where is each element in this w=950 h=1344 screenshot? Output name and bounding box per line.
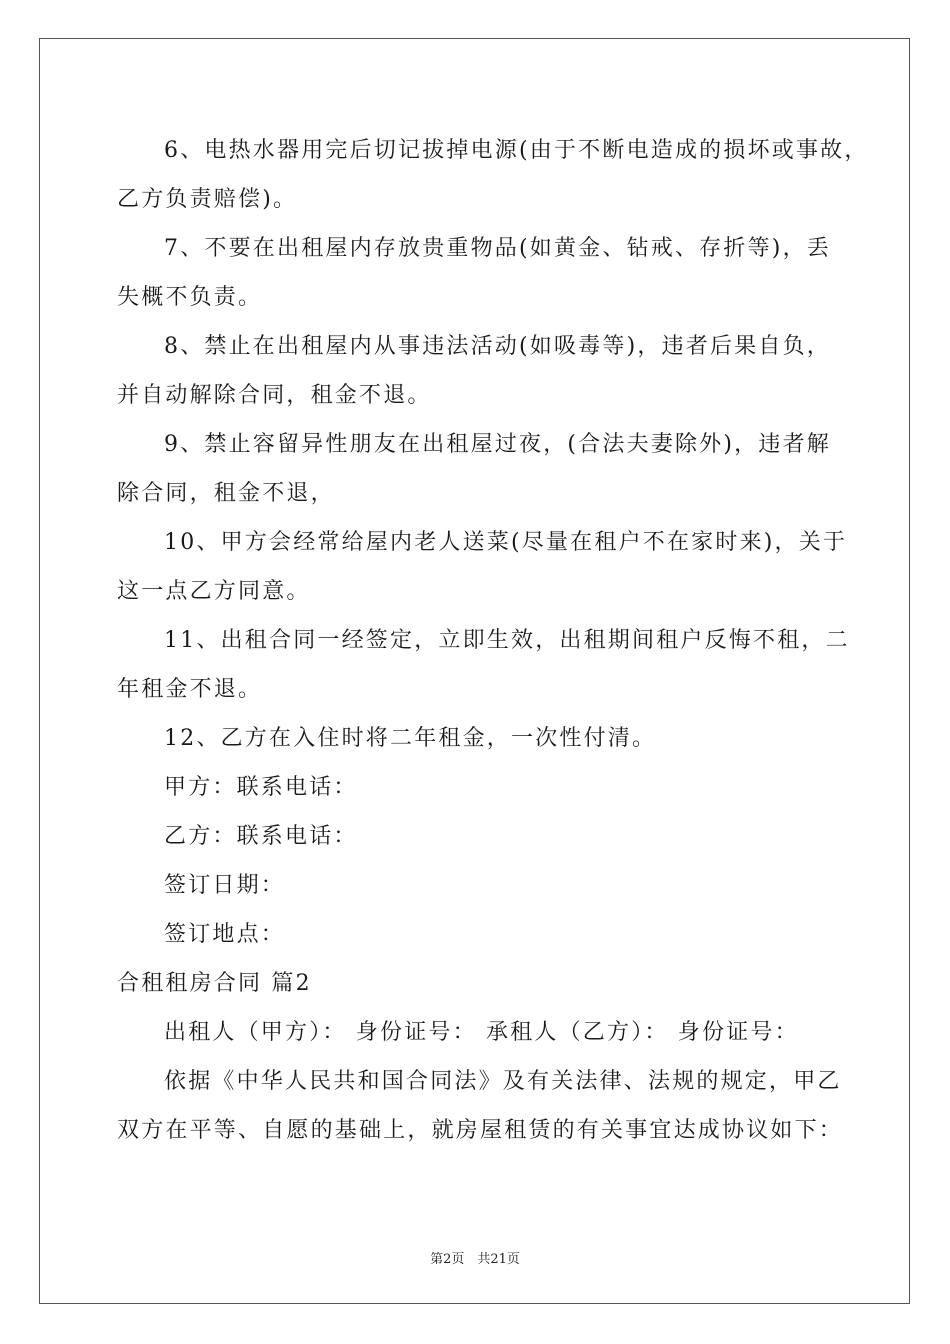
- clause-9-line-1: 9、禁止容留异性朋友在出租屋过夜，(合法夫妻除外)，违者解: [164, 432, 831, 457]
- preamble-line-1: 依据《中华人民共和国合同法》及有关法律、法规的规定，甲乙: [164, 1069, 842, 1094]
- clause-10-line-1: 10、甲方会经常给屋内老人送菜(尽量在租户不在家时来)，关于: [164, 530, 848, 555]
- section-heading: 合租租房合同 篇2: [117, 971, 312, 996]
- clause-7-line-2: 失概不负责。: [117, 285, 263, 310]
- clause-6-line-2: 乙方负责赔偿)。: [117, 187, 298, 212]
- document-body: [117, 126, 869, 1155]
- clause-10-line-2: 这一点乙方同意。: [117, 579, 311, 604]
- signing-date: 签订日期：: [164, 873, 286, 898]
- signing-place: 签订地点：: [164, 922, 286, 947]
- clause-11-line-2: 年租金不退。: [117, 677, 263, 702]
- clause-8-line-2: 并自动解除合同，租金不退。: [117, 383, 432, 408]
- parties-id-line: 出租人（甲方）： 身份证号： 承租人（乙方）： 身份证号：: [164, 1020, 799, 1045]
- clause-7-line-1: 7、不要在出租屋内存放贵重物品(如黄金、钻戒、存折等)，丢: [164, 236, 831, 261]
- clause-12: 12、乙方在入住时将二年租金，一次性付清。: [164, 726, 657, 751]
- party-b-contact: 乙方：联系电话：: [164, 824, 358, 849]
- page-number-footer: 第2页 共21页: [430, 1252, 520, 1267]
- clause-11-line-1: 11、出租合同一经签定，立即生效，出租期间租户反悔不租，二: [164, 628, 850, 653]
- clause-8-line-1: 8、禁止在出租屋内从事违法活动(如吸毒等)，违者后果自负，: [164, 334, 831, 359]
- preamble-line-2: 双方在平等、自愿的基础上，就房屋租赁的有关事宜达成协议如下：: [117, 1118, 844, 1143]
- clause-6-line-1: 6、电热水器用完后切记拔掉电源(由于不断电造成的损坏或事故，: [164, 138, 869, 163]
- party-a-contact: 甲方：联系电话：: [164, 775, 358, 800]
- clause-9-line-2: 除合同，租金不退，: [117, 481, 335, 506]
